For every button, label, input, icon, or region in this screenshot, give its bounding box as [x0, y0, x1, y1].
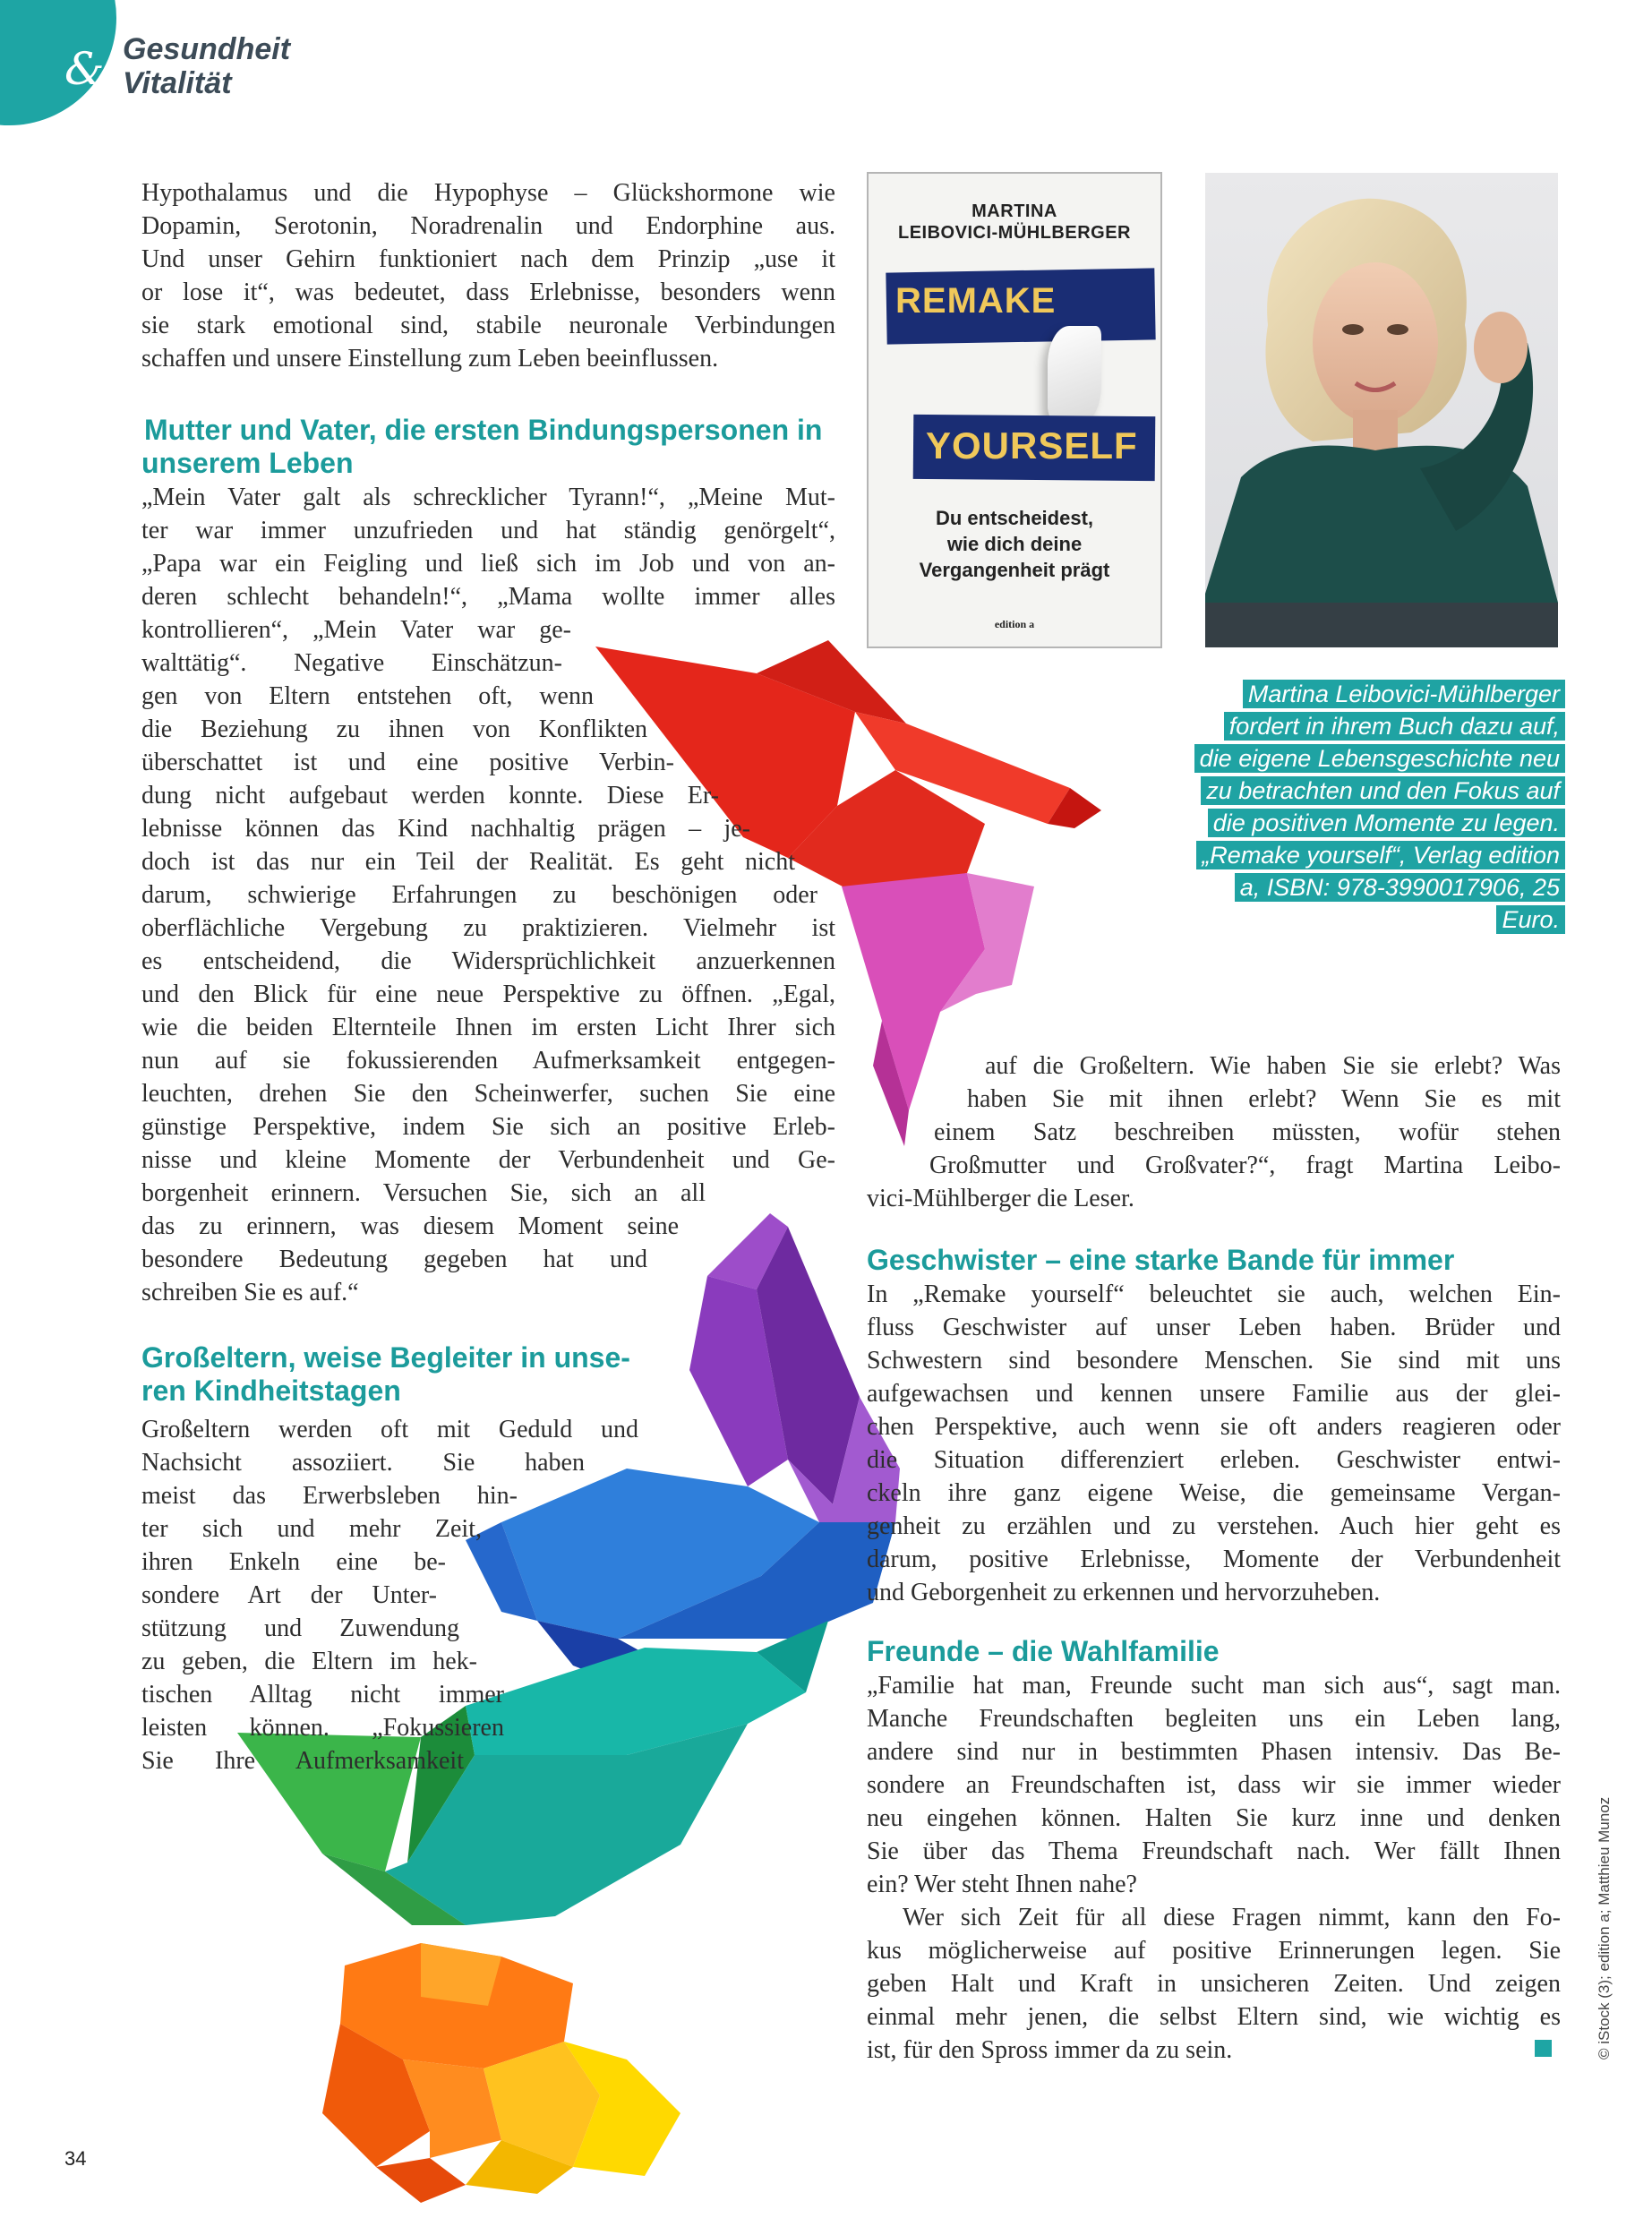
- text-line: Nachsicht assoziiert. Sie haben: [141, 1449, 585, 1477]
- text-line: zu geben, die Eltern im hek-: [141, 1648, 477, 1675]
- siblings-paragraph: [867, 1278, 1561, 1609]
- book-author-line: MARTINA: [972, 201, 1057, 221]
- text-line: darum, positive Erlebnisse, Momente der Verbundenheit: [867, 1546, 1561, 1573]
- text-line: ter sich und mehr Zeit,: [141, 1515, 482, 1543]
- text-line: stützung und Zuwendung: [141, 1614, 459, 1642]
- text-line: deren schlecht behandeln!“, „Mama wollte immer alles: [141, 583, 835, 611]
- book-subtitle-line: Vergangenheit prägt: [919, 559, 1110, 581]
- text-line: Sie Ihre Aufmerksamkeit: [141, 1747, 464, 1775]
- text-line: „Mein Vater galt als schrecklicher Tyrann!“, „Meine Mut-: [141, 484, 835, 511]
- text-line: ein? Wer steht Ihnen nahe?: [867, 1871, 1137, 1898]
- book-author-line: LEIBOVICI-MÜHLBERGER: [898, 223, 1131, 243]
- text-line: Wer sich Zeit für all diese Fragen nimmt, kann den Fo-: [903, 1904, 1561, 1931]
- caption-line: a, ISBN: 978-3990017906, 25 Euro.: [1235, 873, 1565, 934]
- caption-line: Martina Leibovici-Mühlberger: [1243, 680, 1565, 708]
- grandparents-paragraph: [141, 1413, 638, 1777]
- text-line: leuchten, drehen Sie den Scheinwerfer, suchen Sie eine: [141, 1080, 835, 1108]
- page-number: 34: [64, 2147, 87, 2170]
- heading-line: ren Kindheitstagen: [141, 1374, 401, 1407]
- text-line: einem Satz beschreiben müssten, wofür stehen: [934, 1118, 1561, 1146]
- text-line: und den Blick für eine neue Perspektive zu öffnen. „Egal,: [141, 981, 835, 1008]
- text-line: sondere an Freundschaften ist, dass wir sie immer wieder: [867, 1771, 1561, 1799]
- text-line: schaffen und unsere Einstellung zum Leben beeinflussen.: [141, 345, 719, 373]
- text-line: ist, für den Spross immer da zu sein.: [867, 2036, 1233, 2064]
- heading-line: unserem Leben: [141, 447, 354, 479]
- text-line: Sie über das Thema Freundschaft nach. Wer fällt Ihnen: [867, 1837, 1561, 1865]
- text-line: lebnisse können das Kind nachhaltig prägen – je-: [141, 815, 750, 843]
- text-line: geben Halt und Kraft in unsicheren Zeiten. Und zeigen: [867, 1970, 1561, 1998]
- text-line: haben Sie mit ihnen erlebt? Wenn Sie es mit: [967, 1085, 1561, 1113]
- text-line: Hypothalamus und die Hypophyse – Glückshormone wie: [141, 179, 835, 207]
- photo-caption: [1180, 678, 1565, 936]
- text-line: die Situation differenziert erleben. Geschwister entwi-: [867, 1446, 1561, 1474]
- text-line: überschattet ist und eine positive Verbin-: [141, 749, 674, 776]
- text-line: vici-Mühlberger die Leser.: [867, 1185, 1134, 1212]
- caption-line: fordert in ihrem Buch dazu auf,: [1224, 712, 1565, 741]
- book-subtitle: [869, 505, 1160, 583]
- book-publisher: edition a: [994, 618, 1035, 630]
- author-portrait: [1205, 173, 1558, 647]
- text-line: or lose it“, was bedeutet, dass Erlebnisse, besonders wenn: [141, 278, 835, 306]
- photo-credit: © iStock (3); edition a; Matthieu Munoz: [1596, 1796, 1613, 2060]
- intro-paragraph: [141, 176, 835, 375]
- heading-parents: [141, 414, 849, 480]
- text-line: Und unser Gehirn funktioniert nach dem Prinzip „use it: [141, 245, 835, 273]
- text-line: sie stark emotional sind, stabile neuronale Verbindungen: [141, 312, 835, 339]
- heading-grandparents: [141, 1341, 643, 1408]
- book-subtitle-line: Du entscheidest,: [935, 507, 1094, 529]
- text-line: dung nicht aufgebaut werden konnte. Diese Er-: [141, 782, 719, 809]
- friends-paragraph: [867, 1669, 1561, 2067]
- text-line: gen von Eltern entstehen oft, wenn: [141, 682, 594, 710]
- text-line: Großmutter und Großvater?“, fragt Martina Leibo-: [929, 1152, 1561, 1179]
- portrait-illustration: [1205, 173, 1558, 647]
- text-line: In „Remake yourself“ beleuchtet sie auch, welchen Ein-: [867, 1280, 1561, 1308]
- book-subtitle-line: wie dich deine: [946, 533, 1083, 555]
- heading-friends: Freunde – die Wahlfamilie: [867, 1635, 1220, 1667]
- caption-line: die positiven Momente zu legen.: [1208, 809, 1565, 837]
- book-title-1: REMAKE: [895, 281, 1057, 321]
- text-line: und Geborgenheit zu erkennen und hervorzuheben.: [867, 1579, 1381, 1606]
- text-line: borgenheit erinnern. Versuchen Sie, sich an all: [141, 1179, 706, 1207]
- text-line: meist das Erwerbsleben hin-: [141, 1482, 518, 1510]
- left-column: [141, 176, 835, 375]
- text-line: Großeltern werden oft mit Geduld und: [141, 1416, 638, 1443]
- torn-paper-curl: [1048, 326, 1101, 424]
- heading-line: Großeltern, weise Begleiter in unse-: [141, 1341, 630, 1374]
- text-line: Dopamin, Serotonin, Noradrenalin und Endorphine aus.: [141, 212, 835, 240]
- text-line: nisse und kleine Momente der Verbundenheit und Ge-: [141, 1146, 835, 1174]
- text-line: doch ist das nur ein Teil der Realität. Es geht nicht: [141, 848, 795, 876]
- ampersand-mark: &: [64, 43, 105, 95]
- section-tag-line2: Vitalität: [123, 66, 232, 100]
- text-line: chen Perspektive, auch wenn sie oft anders reagieren oder: [867, 1413, 1561, 1441]
- heading-siblings: Geschwister – eine starke Bande für immer: [867, 1244, 1455, 1276]
- text-line: ihren Enkeln eine be-: [141, 1548, 446, 1576]
- text-line: ter war immer unzufrieden und hat ständig genörgelt“,: [141, 517, 835, 544]
- text-line: darum, schwierige Erfahrungen zu beschönigen oder: [141, 881, 817, 909]
- text-line: Schwestern sind besondere Menschen. Sie sind mit uns: [867, 1347, 1561, 1374]
- text-line: ckeln ihre ganz eigene Weise, die gemeinsame Vergan-: [867, 1479, 1561, 1507]
- text-line: kontrollieren“, „Mein Vater war ge-: [141, 616, 571, 644]
- text-line: die Beziehung zu ihnen von Konflikten: [141, 715, 647, 743]
- caption-line: „Remake yourself“, Verlag edition: [1196, 841, 1565, 869]
- text-line: aufgewachsen und kennen unsere Familie aus der glei-: [867, 1380, 1561, 1408]
- text-line: andere sind nur in bestimmten Phasen intensiv. Das Be-: [867, 1738, 1561, 1766]
- text-line: kus möglicherweise auf positive Erinnerungen legen. Sie: [867, 1937, 1561, 1965]
- text-line: leisten können. „Fokussieren: [141, 1714, 504, 1742]
- text-line: oberflächliche Vergebung zu praktizieren. Vielmehr ist: [141, 914, 835, 942]
- book-author: [869, 201, 1160, 244]
- text-line: Manche Freundschaften begleiten uns ein Leben lang,: [867, 1705, 1561, 1733]
- section-tag-line1: Gesundheit: [123, 32, 291, 66]
- caption-line: zu betrachten und den Fokus auf: [1201, 776, 1565, 805]
- text-line: auf die Großeltern. Wie haben Sie sie erlebt? Was: [985, 1052, 1561, 1080]
- text-line: wie die beiden Elternteile Ihnen im ersten Licht Ihrer sich: [141, 1014, 835, 1041]
- text-line: es entscheidend, die Widersprüchlichkeit anzuerkennen: [141, 947, 835, 975]
- text-line: schreiben Sie es auf.“: [141, 1279, 359, 1306]
- text-line: sondere Art der Unter-: [141, 1581, 437, 1609]
- text-line: günstige Perspektive, indem Sie sich an positive Erleb-: [141, 1113, 835, 1141]
- text-line: nun auf sie fokussierenden Aufmerksamkeit entgegen-: [141, 1047, 835, 1075]
- text-line: walttätig“. Negative Einschätzun-: [141, 649, 562, 677]
- text-line: einmal mehr jenen, die selbst Eltern sind, wie wichtig es: [867, 2003, 1561, 2031]
- heading-line: Mutter und Vater, die ersten Bindungspersonen in: [144, 414, 823, 446]
- text-line: „Familie hat man, Freunde sucht man sich aus“, sagt man.: [867, 1672, 1561, 1700]
- crumpled-paper-ball: [322, 1943, 680, 2203]
- article-end-mark: [1535, 2040, 1552, 2057]
- text-line: besondere Bedeutung gegeben hat und: [141, 1246, 647, 1273]
- text-line: genheit zu erzählen und zu verstehen. Auch hier geht es: [867, 1512, 1561, 1540]
- text-line: tischen Alltag nicht immer: [141, 1681, 504, 1708]
- caption-line: die eigene Lebensgeschichte neu: [1194, 744, 1565, 773]
- book-cover: [867, 172, 1162, 648]
- text-line: „Papa war ein Feigling und ließ sich im Job und von an-: [141, 550, 835, 578]
- grandparents-continued: [867, 1049, 1561, 1215]
- text-line: fluss Geschwister auf unser Leben haben. Brüder und: [867, 1314, 1561, 1341]
- book-title-2: YOURSELF: [926, 424, 1138, 467]
- text-line: das zu erinnern, was diesem Moment seine: [141, 1212, 679, 1240]
- parents-paragraph: [141, 481, 835, 1309]
- text-line: neu eingehen können. Halten Sie kurz inne und denken: [867, 1804, 1561, 1832]
